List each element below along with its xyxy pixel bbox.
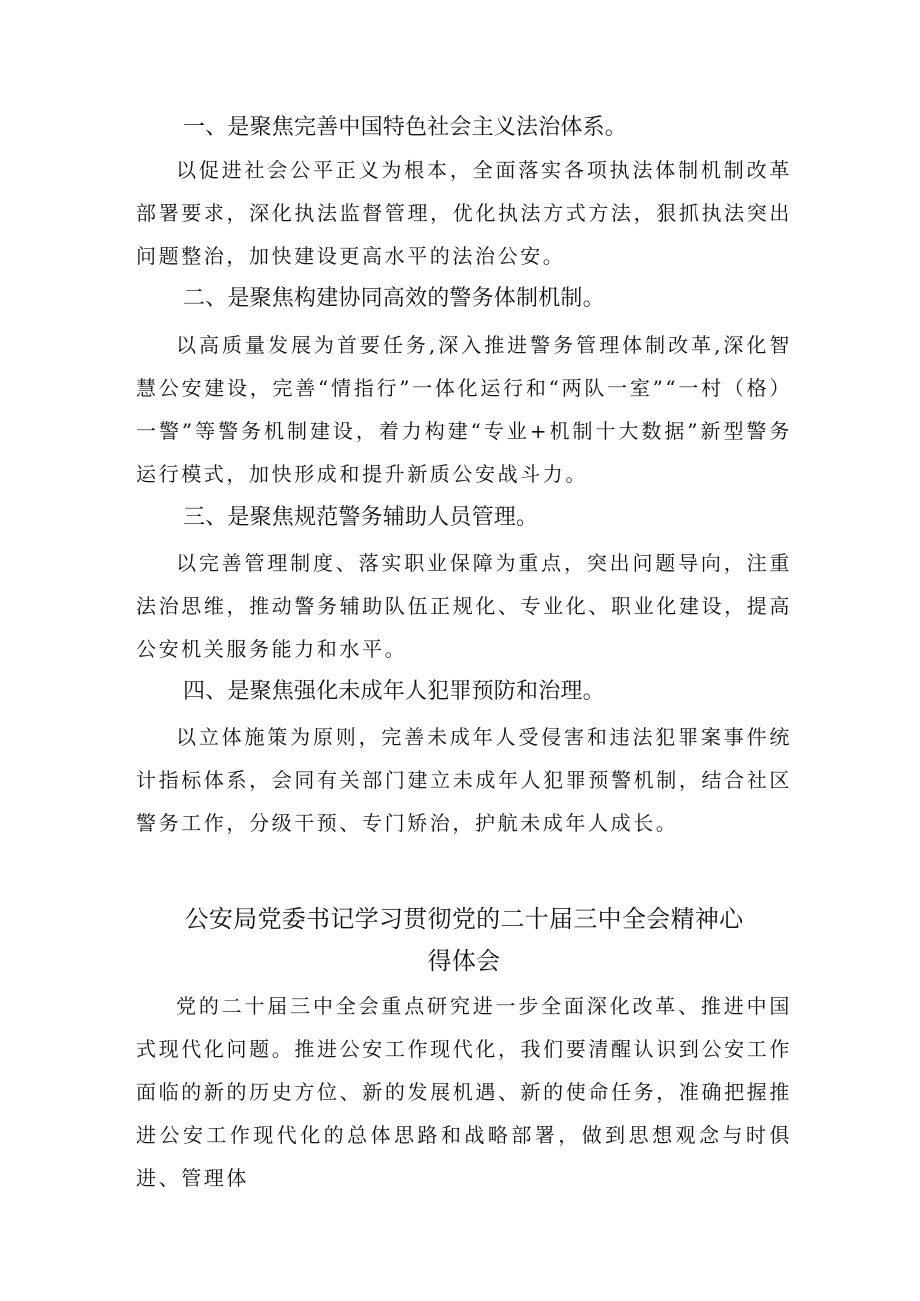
article-body: 党的二十届三中全会重点研究进一步全面深化改革、推进中国式现代化问题。推进公安工作现代化，我们要清醒认识到公安工作面临的新的历史方位、新的发展机遇、新的使命任务，准确把握推进公安工作现代化的总体思路和战略部署，做到思想观念与时俱进、管理体 (136, 994, 792, 1190)
section-heading-3: 三、是聚焦规范警务辅助人员管理。 (183, 505, 539, 530)
section-body-3: 以完善管理制度、落实职业保障为重点，突出问题导向，注重法治思维，推动警务辅助队伍正规化、专业化、职业化建设，提高公安机关服务能力和水平。 (136, 551, 792, 661)
section-heading-4: 四、是聚焦强化未成年人犯罪预防和治理。 (183, 679, 605, 704)
section-body-2: 以高质量发展为首要任务,深入推进警务管理体制改革,深化智慧公安建设，完善“情指行”一体化运行和“两队一室”“一村（格）一警”等警务机制建设，着力构建“专业+机制十大数据”新型警务运行模式，加快形成和提升新质公安战斗力。 (136, 333, 792, 486)
section-heading-2: 二、是聚焦构建协同高效的警务体制机制。 (183, 286, 605, 311)
section-heading-1: 一、是聚焦完善中国特色社会主义法治体系。 (183, 115, 628, 140)
section-body-4: 以立体施策为原则，完善未成年人受侵害和违法犯罪案事件统计指标体系，会同有关部门建立未成年人犯罪预警机制，结合社区警务工作，分级干预、专门矫治，护航未成年人成长。 (136, 725, 792, 835)
article-title-line-2: 得体会 (427, 947, 501, 975)
section-body-1: 以促进社会公平正义为根本，全面落实各项执法体制机制改革部署要求，深化执法监督管理，优化执法方式方法，狠抓执法突出问题整治，加快建设更高水平的法治公安。 (136, 158, 792, 268)
article-title-line-1: 公安局党委书记学习贯彻党的二十届三中全会精神心 (184, 905, 744, 933)
